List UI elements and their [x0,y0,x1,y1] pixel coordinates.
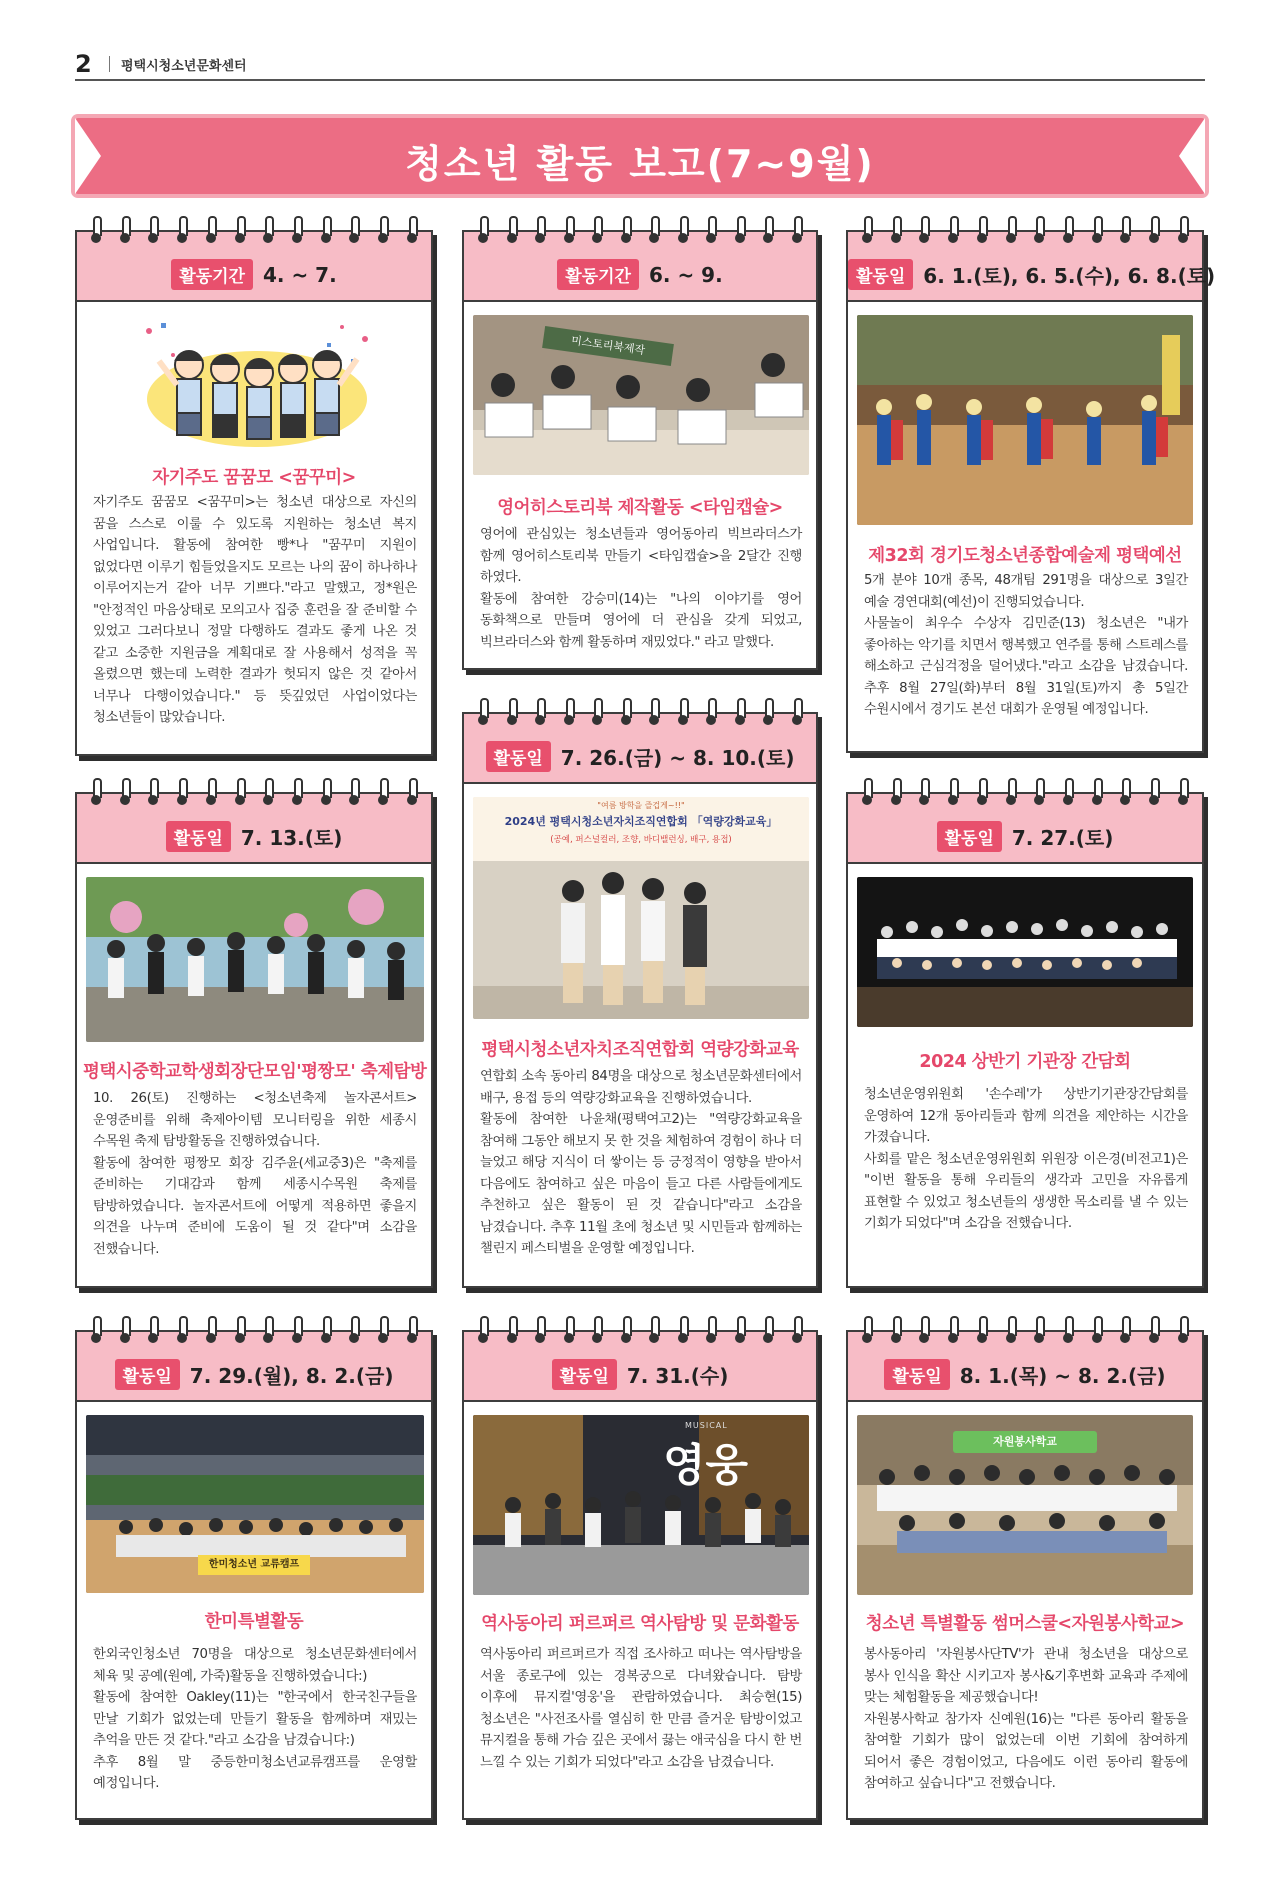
activity-card [75,792,433,1288]
activity-photo [473,315,809,475]
binder-rings [860,216,1190,248]
activity-card [846,1330,1204,1820]
photo-banner-programs: (공예, 퍼스널컬러, 조향, 바디밸런싱, 배구, 용접) [550,835,732,845]
activity-date: 8. 1.(목) ~ 8. 2.(금) [959,1364,1166,1388]
binder-rings [860,778,1190,810]
activity-title: 평택시중학교학생회장단모임'평짱모' 축제탐방 [83,1062,427,1082]
activity-date: 7. 29.(월), 8. 2.(금) [189,1364,394,1388]
activity-photo [86,877,424,1042]
activity-day-badge: 활동일 [848,259,913,290]
activity-description: 연합회 소속 동아리 84명을 대상으로 청소년문화센터에서 배구, 용접 등의 역량강화교육을 진행하였습니다. 활동에 참여한 나윤채(평택여고2)는 "역량강화교육을 참여해 그동안 해보지 못 한 것을 체험하여 경험이 하나 더 늘었고 해당 지식이 더 쌓이는 등 긍정적이 영향을 받아서 다음에도 참여하고 싶은 마음이 들고 다른 사람들에게도 추천하고 싶은 활동이 된 것 같습니다"라고 소감을 남겼습니다. 추후 11월 초에 청소년 및 시민들과 함께하는 챌린지 페스티벌을 운영할 예정입니다. [480,1069,802,1256]
header-divider [109,56,110,72]
activity-card [846,230,1216,753]
activity-date: 7. 31.(수) [626,1364,729,1388]
activity-photo [857,877,1193,1027]
binder-rings [476,1316,804,1348]
activity-day-badge: 활동일 [937,821,1002,852]
activity-description: 역사동아리 퍼르퍼르가 직접 조사하고 떠나는 역사탐방을 서울 종로구에 있는 경복궁으로 다녀왔습니다. 탐방 이후에 뮤지컬'영웅'을 관람하였습니다. 최승현(15) 청소년은 "사전조사를 열심히 한 만큼 즐거운 탐방이었고 뮤지컬을 통해 가슴 깊은 곳에서 끓는 애국심을 다시 한 번 느낄 수 있는 기회가 되었다"라고 소감을 남겼습니다. [480,1647,802,1770]
binder-rings [89,216,419,248]
activity-period-badge: 활동기간 [557,259,639,290]
activity-title: 평택시청소년자치조직연합회 역량강화교육 [481,1040,799,1060]
page-header [75,48,1205,81]
activity-title: 한미특별활동 [204,1612,304,1632]
activity-card [75,230,433,756]
binder-rings [860,1316,1190,1348]
activity-photo [857,315,1193,525]
activity-title: 2024 상반기 기관장 간담회 [919,1052,1131,1072]
activity-description: 영어에 관심있는 청소년들과 영어동아리 빅브라더스가 함께 영어히스토리북 만들기 <타임캡슐>을 2달간 진행 하였다. 활동에 참여한 강승미(14)는 "나의 이야기를 영어 동화책으로 만들며 영어에 더 관심을 갖게 되었고, 빅브라더스와 함께 활동하며 재밌었다." 라고 말했다. [480,527,802,650]
binder-rings [476,698,804,730]
activity-card [462,230,818,670]
activity-card [462,1330,818,1820]
activity-date: 7. 13.(토) [240,826,343,850]
photo-musical-label: MUSICAL [685,1421,728,1430]
activity-date: 6. 1.(토), 6. 5.(수), 6. 8.(토) [923,264,1216,288]
activity-date: 4. ~ 7. [262,262,337,287]
activity-photo [473,1415,809,1595]
activity-photo [857,1415,1193,1595]
binder-rings [476,216,804,248]
activity-date: 7. 26.(금) ~ 8. 10.(토) [560,746,795,770]
binder-rings [89,778,419,810]
section-banner [75,118,1205,194]
photo-banner-subtitle: "여름 방학을 즐겁게~!!" [597,801,685,810]
activity-date: 6. ~ 9. [648,262,723,287]
activity-card [462,712,818,1288]
activity-day-badge: 활동일 [486,741,551,772]
activity-title: 제32회 경기도청소년종합예술제 평택예선 [868,546,1182,566]
photo-banner-title: 2024년 평택시청소년자치조직연합회 「역량강화교육」 [504,815,778,828]
activity-description: 5개 분야 10개 종목, 48개팀 291명을 대상으로 3일간 예술 경연대회(예선)이 진행되었습니다. 사물놀이 최우수 수상자 김민준(13) 청소년은 "내가 좋아하는 악기를 치면서 행복했고 연주를 통해 스트레스를 해소하고 근심걱정을 덜어냈다."라고 소감을 남겼습니다. 추후 8월 27일(화)부터 8월 31일(토)까지 총 5일간 수원시에서 경기도 본선 대회가 운영될 예정입니다. [864,573,1188,717]
photo-musical-title: 영웅 [663,1440,749,1491]
activity-day-badge: 활동일 [166,821,231,852]
activity-description: 봉사동아리 '자원봉사단TV'가 관내 청소년을 대상으로 봉사 인식을 확산 시키고자 봉사&기후변화 교육과 주제에 맞는 체험활동을 제공했습니다! 자원봉사학교 참가자 신예원(16)는 "다른 동아리 활동을 참여할 기회가 많이 없었는데 이번 기회에 참여하게 되어서 좋은 경험이었고, 다음에도 이런 동아리 활동에 참여하고 싶습니다"고 전했습니다. [864,1647,1188,1791]
photo-banner-text: 미스토리북제작 [542,326,674,366]
activity-day-badge: 활동일 [884,1359,949,1390]
activity-day-badge: 활동일 [552,1359,617,1390]
section-title: 청소년 활동 보고(7~9월) [405,142,875,186]
activity-description: 한외국인청소년 70명을 대상으로 청소년문화센터에서 체육 및 공예(원예, 가죽)활동을 진행하였습니다:) 활동에 참여한 Oakley(11)는 "한국에서 한국친구들을 만날 기회가 없었는데 만들기 활동을 함께하며 재밌는 추억을 만든 것 같다."라고 소감을 남겼습니다:) 추후 8월 말 중등한미청소년교류캠프를 운영할 예정입니다. [93,1647,417,1791]
activity-period-badge: 활동기간 [171,259,253,290]
students-illustration [137,317,377,452]
activity-title: 청소년 특별활동 썸머스쿨<자원봉사학교> [865,1614,1185,1634]
photo-banner-text: 한미청소년 교류캠프 [198,1555,310,1575]
activity-photo [473,797,809,1019]
activity-photo [86,1415,424,1593]
activity-day-badge: 활동일 [115,1359,180,1390]
activity-card [75,1330,433,1820]
activity-description: 청소년운영위원회 '손수레'가 상반기기관장간담회를 운영하여 12개 동아리들과 함께 의견을 제안하는 시간을 가졌습니다. 사회를 맡은 청소년운영위원회 위원장 이은경(비전고1)은 "이번 활동을 통해 우리들의 생각과 고민을 자유롭게 표현할 수 있었고 청소년들의 생생한 목소리를 낼 수 있는 기회가 되었다"며 소감을 전했습니다. [864,1087,1188,1231]
organization-name: 평택시청소년문화센터 [121,59,247,74]
activity-description: 10. 26(토) 진행하는 <청소년축제 놀자콘서트> 운영준비를 위해 축제아이템 모니터링을 위한 세종시 수목원 축제 탐방활동을 진행하였습니다. 활동에 참여한 평짱모 회장 김주윤(세교중3)은 "축제를 준비하는 기대감과 함께 세종시수목원 축제를 탐방하였습니다. 놀자콘서트에 어떻게 적용하면 좋을지 의견을 나누며 준비에 도움이 될 것 같다"며 소감을 전했습니다. [93,1091,417,1257]
activity-title: 역사동아리 퍼르퍼르 역사탐방 및 문화활동 [481,1614,799,1634]
activity-title: 영어히스토리북 제작활동 <타임캡슐> [497,498,783,518]
binder-rings [89,1316,419,1348]
activity-title: 자기주도 꿈꿈모 <꿈꾸미> [152,468,356,488]
activity-description: 자기주도 꿈꿈모 <꿈꾸미>는 청소년 대상으로 자신의 꿈을 스스로 이룰 수 있도록 지원하는 청소년 복지 사업입니다. 활동에 참여한 빵*나 "꿈꾸미 지원이 없었다면 이루기 힘들었을지도 모르는 나의 꿈이 하나하나 이루어지는거 같아 너무 기쁘다."라고 말했고, 정*원은 "안정적인 마음상태로 모의고사 집중 훈련을 잘 준비할 수 있었고 그러다보니 정말 다행하도 결과도 좋게 나온 것 같고 소중한 지원금을 계획대로 잘 사용해서 성적을 꼭 올렸으면 했는데 노력한 결과가 헛되지 않은 것 같아서 너무나 다행이었습니다." 등 뜻깊었던 사업이었다는 청소년들이 많았습니다. [93,495,417,725]
page-number: 2 [75,50,92,78]
activity-date: 7. 27.(토) [1011,826,1114,850]
activity-card [846,792,1204,1288]
photo-banner-text: 자원봉사학교 [953,1431,1097,1453]
photo-event-banner [473,797,809,861]
